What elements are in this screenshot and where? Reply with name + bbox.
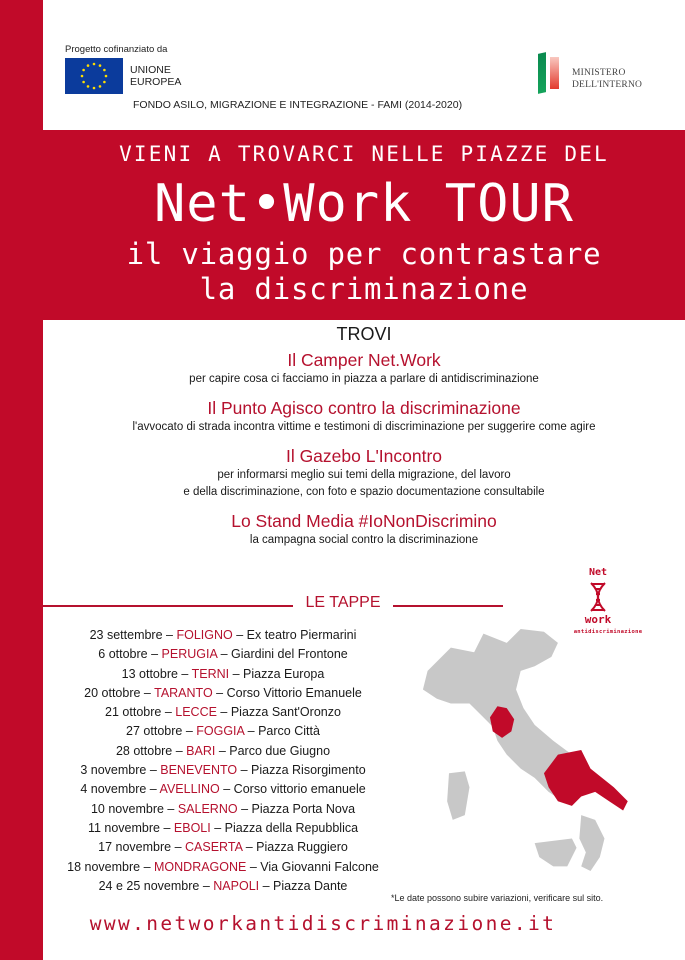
separator: – [159, 820, 174, 835]
tappe-date: 28 ottobre [115, 743, 173, 758]
feature-title: Il Gazebo L'Incontro [285, 446, 443, 466]
ministry-label-line1: MINISTERO [572, 68, 626, 78]
tappe-item [63, 703, 383, 722]
ministry-label [572, 67, 642, 91]
separator: – [182, 724, 197, 739]
separator: – [244, 724, 259, 739]
tappe-place: Piazza Sant'Oronzo [230, 705, 341, 720]
tappe-place: Piazza Porta Nova [251, 801, 356, 816]
tappe-date: 21 ottobre [105, 705, 162, 720]
tappe-date: 24 e 25 novembre [98, 878, 200, 893]
tappe-place: Corso Vittorio Emanuele [226, 685, 362, 700]
separator: – [140, 685, 155, 700]
feature-item [43, 445, 685, 501]
banner-subtitle-line2: la discriminazione [199, 272, 529, 306]
tappe-item [63, 722, 383, 741]
tappe-date: 4 novembre [80, 782, 147, 797]
separator: – [259, 878, 274, 893]
feature-desc: l'avvocato di strada incontra vittime e testimoni di discriminazione per suggerire come agire [132, 421, 596, 433]
tappe-place: Piazza Ruggiero [256, 840, 348, 855]
tappe-place: Parco Città [258, 724, 320, 739]
separator: – [216, 705, 231, 720]
separator: – [162, 628, 177, 642]
tappe-city: PERUGIA [161, 647, 218, 662]
separator: – [212, 685, 227, 700]
tappe-list [63, 626, 383, 896]
tappe-place: Piazza Risorgimento [251, 763, 366, 778]
logo-sub-text: antidiscriminazione [573, 629, 643, 635]
separator: – [199, 878, 214, 893]
separator: – [146, 782, 160, 797]
separator: – [171, 840, 186, 855]
logo-work-text: work [584, 613, 612, 626]
tappe-item [63, 665, 383, 684]
tappe-city: AVELLINO [159, 782, 220, 797]
tappe-city: CASERTA [185, 840, 243, 855]
header [43, 0, 685, 130]
logo-net-text: Net [588, 567, 608, 578]
tappe-place: Piazza della Repubblica [224, 820, 359, 835]
eu-label-line1: UNIONE [130, 64, 171, 76]
tappe-item [63, 626, 383, 645]
tappe-date: 11 novembre [87, 820, 160, 835]
feature-desc: per capire cosa ci facciamo in piazza a parlare di antidiscriminazione [189, 373, 539, 385]
feature-title: Il Camper Net.Work [287, 350, 441, 370]
separator: – [210, 820, 225, 835]
tappe-date: 13 ottobre [121, 666, 178, 681]
divider-line [393, 605, 503, 607]
separator: – [219, 782, 234, 797]
separator: – [215, 743, 230, 758]
tappe-city: EBOLI [173, 820, 211, 835]
separator: – [229, 666, 244, 681]
tappe-city: FOGGIA [196, 724, 245, 739]
tappe-city: BENEVENTO [160, 763, 238, 778]
separator: – [242, 840, 257, 855]
separator: – [146, 763, 161, 778]
tappe-item [63, 780, 383, 799]
tappe-item [63, 684, 383, 703]
tappe-place: Giardini del Frontone [231, 647, 348, 662]
tappe-place: Parco due Giugno [229, 743, 331, 758]
separator: – [232, 628, 247, 642]
left-red-bar [0, 0, 43, 960]
tappe-place: Corso vittorio emanuele [233, 782, 366, 797]
tappe-date: 20 ottobre [84, 685, 141, 700]
separator: – [237, 763, 252, 778]
website-link[interactable]: www.networkantidiscriminazione.it [89, 912, 557, 935]
banner-subtitle-line1: il viaggio per contrastare [126, 237, 602, 271]
tappe-city: BARI [186, 743, 216, 758]
tappe-date: 17 novembre [98, 840, 172, 855]
feature-desc: la campagna social contro la discriminazione [249, 534, 479, 546]
feature-item [43, 397, 685, 436]
tappe-date: 18 novembre [67, 859, 141, 874]
italy-map-icon [395, 615, 665, 885]
feature-desc: e della discriminazione, con foto e spazio documentazione consultabile [183, 486, 545, 498]
tappe-place: Piazza Europa [243, 666, 325, 681]
eu-flag-icon [65, 58, 123, 94]
tappe-heading: LE TAPPE [305, 594, 381, 611]
tappe-city: NAPOLI [213, 878, 260, 893]
disclaimer-note: *Le date possono subire variazioni, verificare sul sito. [391, 893, 604, 903]
separator: – [172, 743, 187, 758]
banner-title: Net•Work TOUR [154, 174, 574, 234]
tappe-city: TARANTO [154, 685, 213, 700]
features-heading: TROVI [336, 324, 392, 344]
feature-title: Il Punto Agisco contro la discriminazione [207, 398, 521, 418]
tappe-place: Piazza Dante [273, 878, 348, 893]
tappe-item [63, 742, 383, 761]
ministry-logo-icon [538, 53, 560, 93]
title-banner [43, 130, 685, 320]
tappe-date: 6 ottobre [98, 647, 148, 662]
banner-intro: VIENI A TROVARCI NELLE PIAZZE DEL [119, 142, 609, 166]
tappe-item [63, 877, 383, 896]
separator: – [140, 859, 154, 874]
divider-line [43, 605, 293, 607]
tappe-city: MONDRAGONE [154, 859, 247, 874]
feature-title: Lo Stand Media #IoNonDiscrimino [231, 511, 497, 531]
tappe-date: 23 settembre [89, 628, 163, 642]
features-section [43, 323, 685, 558]
ministry-label-line2: DELL'INTERNO [572, 80, 643, 90]
feature-item [43, 349, 685, 388]
separator: – [217, 647, 231, 662]
tappe-place: Ex teatro Piermarini [246, 628, 357, 642]
tappe-city: LECCE [175, 705, 217, 720]
tappe-divider [43, 594, 543, 616]
tappe-city: FOLIGNO [176, 628, 233, 642]
tappe-item [63, 838, 383, 857]
tappe-date: 3 novembre [80, 763, 147, 778]
separator: – [177, 666, 192, 681]
tappe-item [63, 819, 383, 838]
tappe-city: SALERNO [177, 801, 238, 816]
tappe-item [63, 858, 383, 877]
tappe-city: TERNI [191, 666, 230, 681]
tappe-item [63, 761, 383, 780]
tappe-place: Via Giovanni Falcone [260, 859, 379, 874]
separator: – [237, 801, 252, 816]
eu-label-line2: EUROPEA [130, 76, 182, 88]
separator: – [163, 801, 178, 816]
dna-helix-icon [589, 582, 607, 612]
tappe-item [63, 800, 383, 819]
tappe-date: 10 novembre [90, 801, 164, 816]
cofinanced-label: Progetto cofinanziato da [65, 44, 168, 55]
tappe-item [63, 645, 383, 664]
feature-desc: per informarsi meglio sui temi della migrazione, del lavoro [217, 469, 511, 481]
separator: – [147, 647, 162, 662]
separator: – [161, 705, 176, 720]
feature-item [43, 510, 685, 549]
tappe-date: 27 ottobre [126, 724, 183, 739]
eu-label [130, 64, 181, 88]
separator: – [246, 859, 261, 874]
fund-label: FONDO ASILO, MIGRAZIONE E INTEGRAZIONE - FAMI (2014-2020) [133, 99, 463, 111]
